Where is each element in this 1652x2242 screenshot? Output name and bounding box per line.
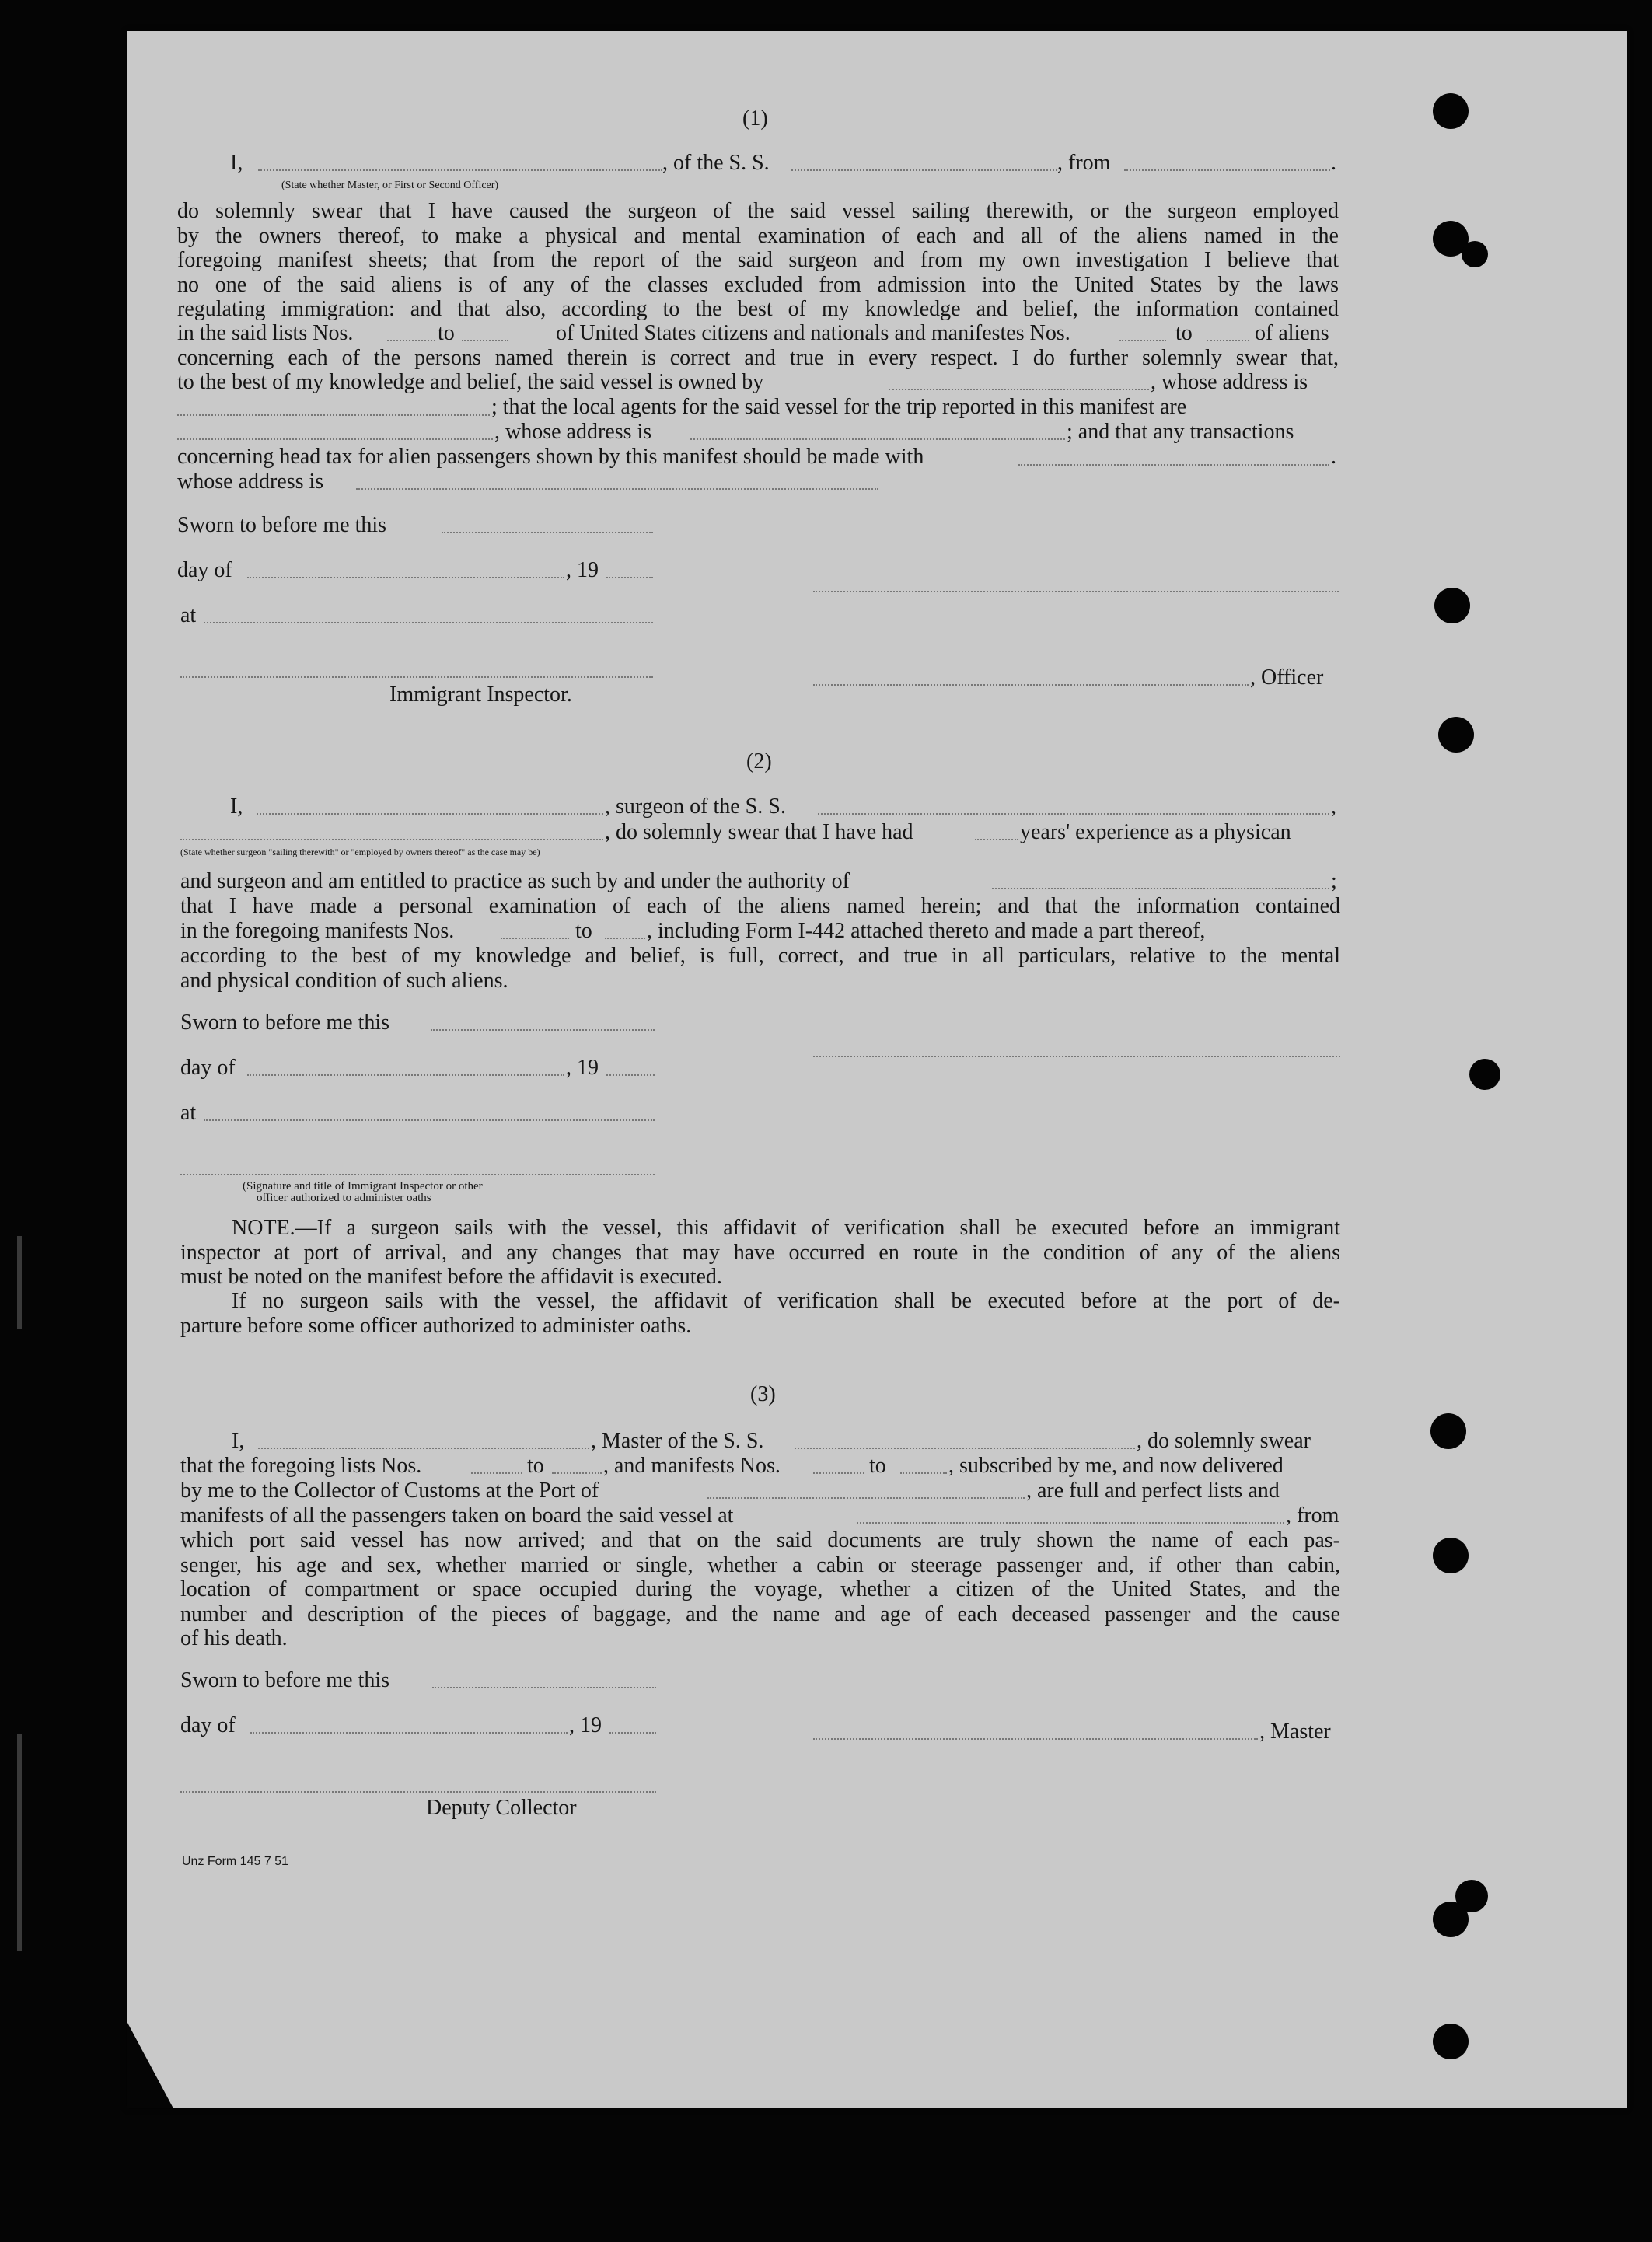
embarkation-port-field[interactable]: [857, 1522, 1284, 1524]
sworn-month-field[interactable]: [247, 577, 564, 578]
year-label: , 19: [569, 1713, 602, 1737]
sworn-place-field[interactable]: [204, 622, 653, 623]
oath-text: ;: [1331, 869, 1337, 893]
note-paragraph: [180, 1289, 1340, 1338]
alien-manifest-from-field[interactable]: [1119, 340, 1166, 341]
alien-manifest-to-field[interactable]: [1207, 340, 1249, 341]
surgeon-status-field[interactable]: [180, 839, 603, 840]
oath-text: ,: [1331, 794, 1336, 819]
note-line: must be noted on the manifest before the affidavit is executed.: [180, 1265, 722, 1289]
inspector-label: Immigrant Inspector.: [389, 683, 572, 707]
oath-text: , surgeon of the S. S.: [605, 794, 786, 819]
form-number: Unz Form 145 7 51: [182, 1855, 288, 1868]
years-experience-field[interactable]: [975, 839, 1018, 840]
deputy-collector-label: Deputy Collector: [426, 1796, 577, 1820]
surgeon-vessel-field[interactable]: [818, 813, 1329, 815]
scan-edge-mark: [17, 1734, 22, 1951]
oath-text: by me to the Collector of Customs at the Port of: [180, 1479, 599, 1503]
sworn-day-field[interactable]: [432, 1687, 656, 1688]
oath-text: .: [1331, 445, 1336, 469]
oath-line: that I have made a personal examination of each of the aliens named herein; and that the information contained: [180, 894, 1340, 918]
sworn-year-field[interactable]: [609, 1732, 656, 1734]
year-label: , 19: [566, 558, 599, 582]
binder-hole: [1469, 1059, 1500, 1090]
oath-text: to: [1175, 321, 1193, 345]
page-corner-cut: [127, 2021, 173, 2108]
oath-body: [180, 1528, 1340, 1651]
oath-text: to: [869, 1454, 886, 1478]
sworn-label: Sworn to before me this: [177, 513, 387, 537]
oath-text: to: [575, 919, 592, 943]
officer-label: , Officer: [1250, 665, 1324, 690]
oath-text: .: [1331, 151, 1336, 175]
binder-hole: [1433, 93, 1469, 129]
sworn-day-field[interactable]: [431, 1029, 655, 1031]
licensing-authority-field[interactable]: [992, 888, 1329, 889]
oath-text: , Master of the S. S.: [591, 1429, 764, 1453]
oath-text: whose address is: [177, 470, 324, 494]
inspector-signature-field[interactable]: [180, 676, 653, 678]
sworn-day-field[interactable]: [442, 532, 653, 533]
surgeon-status-hint: (State whether surgeon "sailing therewith" or "employed by owners thereof" as the case may be): [180, 847, 540, 857]
signature-hint: officer authorized to administer oaths: [257, 1192, 431, 1204]
oath-text: I,: [230, 794, 243, 819]
section-number-1: (1): [742, 107, 768, 131]
port-of-arrival-field[interactable]: [707, 1497, 1025, 1499]
oath-text: that the foregoing lists Nos.: [180, 1454, 422, 1478]
day-of-label: day of: [177, 558, 232, 582]
binder-hole: [1433, 1902, 1469, 1937]
section-number-3: (3): [750, 1382, 776, 1406]
sworn-place-field[interactable]: [204, 1119, 655, 1121]
sworn-month-field[interactable]: [247, 1074, 564, 1076]
oath-text: , and manifests Nos.: [603, 1454, 781, 1478]
scan-edge-mark: [17, 1236, 22, 1329]
surgeon-name-field[interactable]: [257, 813, 603, 815]
master-signature-field[interactable]: [813, 1738, 1258, 1740]
oath-text: , subscribed by me, and now delivered: [948, 1454, 1284, 1478]
at-label: at: [180, 603, 197, 627]
oath-text: , whose address is: [1151, 370, 1308, 394]
master-list-to-field[interactable]: [552, 1472, 602, 1474]
surgeon-signature-field[interactable]: [813, 1056, 1340, 1057]
note-line: NOTE.—If a surgeon sails with the vessel, this affidavit of verification shall be executed before an immigrant: [232, 1216, 1340, 1240]
oath-line: which port said vessel has now arrived; and that on the said documents are truly shown the name of each pas-: [180, 1528, 1340, 1552]
oath-line: concerning each of the persons named therein is correct and true in every respect. I do further solemnly swear that,: [177, 346, 1339, 370]
officer-signature-top-field[interactable]: [813, 591, 1339, 592]
oath-text: , whose address is: [494, 420, 652, 444]
oath-text: , from: [1286, 1503, 1339, 1528]
sworn-label: Sworn to before me this: [180, 1668, 390, 1692]
oath-line: of his death.: [180, 1626, 288, 1650]
deputy-collector-signature-field[interactable]: [180, 1791, 656, 1793]
oath-text: ; and that any transactions: [1067, 420, 1294, 444]
master-manifest-from-field[interactable]: [813, 1472, 864, 1474]
oath-text: concerning head tax for alien passengers shown by this manifest should be made with: [177, 445, 924, 469]
oath-line: number and description of the pieces of baggage, and the name and age of each deceased passenger and the cause: [180, 1601, 1340, 1626]
vessel-name-field[interactable]: [791, 169, 1057, 171]
note-line: If no surgeon sails with the vessel, the affidavit of verification shall be executed before at the port of de-: [232, 1289, 1340, 1313]
oath-text: ; that the local agents for the said vessel for the trip reported in this manifest are: [491, 395, 1187, 419]
owner-address-field[interactable]: [177, 414, 490, 416]
oath-line: foregoing manifest sheets; that from the report of the said surgeon and from my own investigation I believe that: [177, 248, 1339, 272]
vessel-owner-field[interactable]: [889, 389, 1149, 390]
oath-text: to: [438, 321, 455, 345]
binder-hole: [1430, 1413, 1466, 1449]
day-of-label: day of: [180, 1056, 236, 1080]
oath-text: I,: [230, 151, 243, 175]
oath-line: according to the best of my knowledge and belief, is full, correct, and true in all particulars, relative to the mental: [180, 944, 1340, 968]
citizen-list-from-field[interactable]: [387, 340, 435, 341]
oath-text: to: [527, 1454, 544, 1478]
sworn-year-field[interactable]: [606, 1074, 655, 1076]
oath-line: by the owners thereof, to make a physical and mental examination of each and all of the aliens named in the: [177, 223, 1339, 248]
oath-text: , do solemnly swear: [1137, 1429, 1311, 1453]
oath-line: senger, his age and sex, whether married or single, whether a cabin or steerage passenger and, if other than cabin,: [180, 1552, 1340, 1577]
at-label: at: [180, 1101, 197, 1125]
oath-text: , are full and perfect lists and: [1026, 1479, 1280, 1503]
binder-hole: [1438, 717, 1474, 753]
note-paragraph: [180, 1216, 1340, 1290]
oath-line: regulating immigration: and that also, according to the best of my knowledge and belief, the information contained: [177, 297, 1339, 321]
oath-line: do solemnly swear that I have caused the surgeon of the said vessel sailing therewith, or the surgeon employed: [177, 199, 1339, 223]
agents-address-field[interactable]: [690, 438, 1065, 440]
officer-name-field[interactable]: [258, 169, 662, 171]
day-of-label: day of: [180, 1713, 236, 1737]
oath-text: manifests of all the passengers taken on board the said vessel at: [180, 1503, 734, 1528]
master-manifest-to-field[interactable]: [900, 1472, 947, 1474]
oath-text: I,: [232, 1429, 245, 1453]
section-number-2: (2): [746, 749, 772, 774]
oath-line: no one of the said aliens is of any of the classes excluded from admission into the United States by the laws: [177, 272, 1339, 297]
signature-hint: (Signature and title of Immigrant Inspector or other: [243, 1180, 483, 1193]
oath-text: of United States citizens and nationals and manifestes Nos.: [556, 321, 1070, 345]
head-tax-address-field[interactable]: [356, 488, 878, 490]
note-line: parture before some officer authorized to administer oaths.: [180, 1313, 692, 1338]
surgeon-manifest-to-field[interactable]: [605, 938, 645, 939]
oath-body: [177, 199, 1339, 322]
master-vessel-field[interactable]: [795, 1448, 1135, 1449]
master-label: , Master: [1259, 1720, 1331, 1744]
binder-hole: [1433, 1538, 1469, 1573]
citizen-list-to-field[interactable]: [462, 340, 508, 341]
master-name-field[interactable]: [258, 1448, 589, 1449]
surgeon-manifest-from-field[interactable]: [501, 938, 569, 939]
local-agents-field[interactable]: [177, 438, 493, 440]
head-tax-contact-field[interactable]: [1018, 464, 1329, 466]
oath-text: in the said lists Nos.: [177, 321, 354, 345]
sworn-year-field[interactable]: [606, 577, 653, 578]
binder-hole: [1462, 241, 1488, 267]
oath-text: , do solemnly swear that I have had: [605, 820, 913, 844]
oath-text: , including Form I-442 attached thereto and made a part thereof,: [647, 919, 1206, 943]
sworn-month-field[interactable]: [250, 1732, 568, 1734]
oath-line: location of compartment or space occupied during the voyage, whether a citizen of the United States, and the: [180, 1577, 1340, 1601]
oath-text: , from: [1057, 151, 1111, 175]
oath-line: and physical condition of such aliens.: [180, 969, 508, 993]
administering-officer-signature-field[interactable]: [180, 1174, 655, 1175]
officer-rank-hint: (State whether Master, or First or Second Officer): [281, 180, 499, 191]
master-list-from-field[interactable]: [471, 1472, 522, 1474]
oath-text: in the foregoing manifests Nos.: [180, 919, 455, 943]
oath-text: to the best of my knowledge and belief, the said vessel is owned by: [177, 370, 764, 394]
sworn-label: Sworn to before me this: [180, 1011, 390, 1035]
origin-port-field[interactable]: [1124, 169, 1330, 171]
officer-signature-field[interactable]: [813, 684, 1249, 686]
oath-text: years' experience as a physican: [1020, 820, 1291, 844]
year-label: , 19: [566, 1056, 599, 1080]
oath-text: of aliens: [1255, 321, 1329, 345]
binder-hole: [1433, 2024, 1469, 2059]
binder-hole: [1434, 588, 1470, 623]
oath-text: and surgeon and am entitled to practice as such by and under the authority of: [180, 869, 850, 893]
oath-text: , of the S. S.: [662, 151, 770, 175]
note-line: inspector at port of arrival, and any changes that may have occurred en route in the condition of any of the aliens: [180, 1240, 1340, 1265]
